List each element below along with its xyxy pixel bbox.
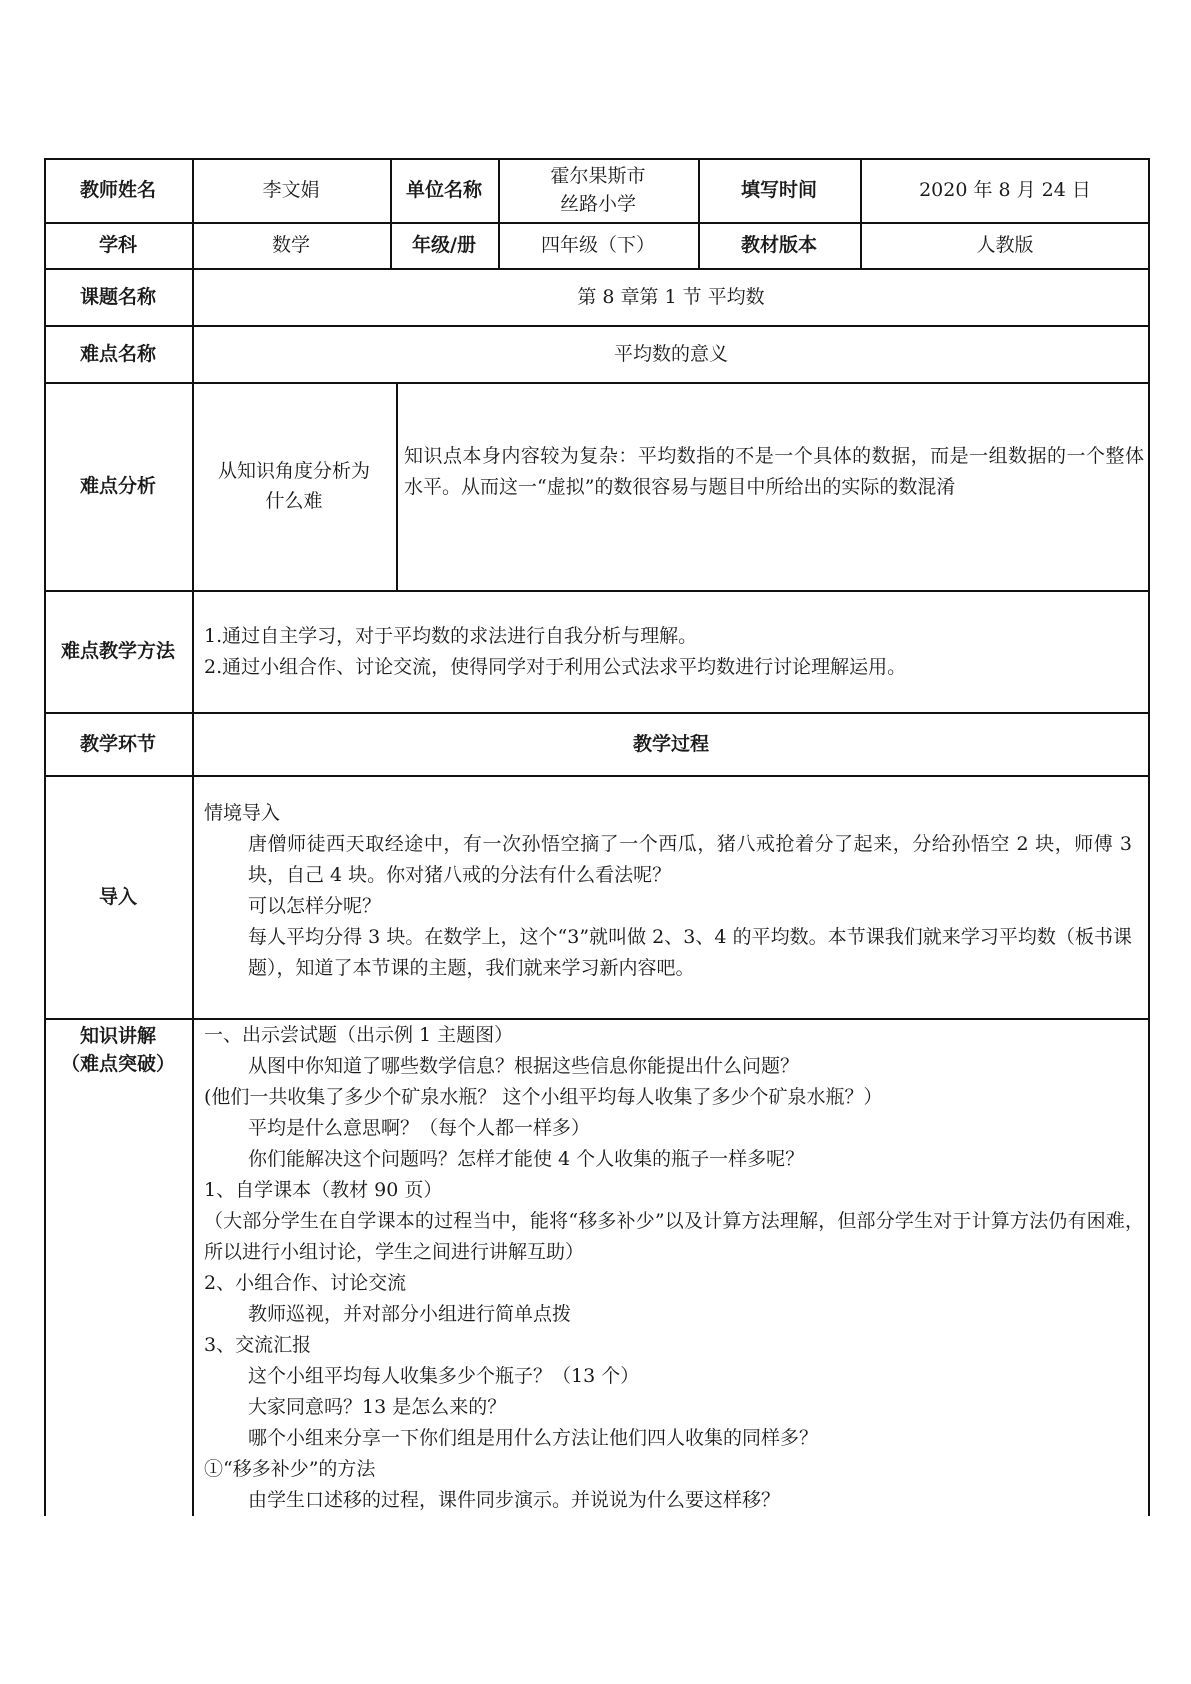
- analysis-angle: [192, 382, 396, 590]
- intro-line: 可以怎样分呢？: [248, 895, 382, 917]
- method-label: 难点教学方法: [60, 640, 175, 662]
- intro-line: 每人平均分得 3 块。在数学上，这个“3”就叫做 2、3、4 的平均数。本节课我们就来学习平均数（板书课题），知道了本节课的主题，我们就来学习新内容吧。: [248, 926, 1132, 979]
- knowledge-line: (他们一共收集了多少个矿泉水瓶？ 这个小组平均每人收集了多少个矿泉水瓶？）: [204, 1086, 883, 1108]
- method-item-1: 1.通过自主学习，对于平均数的求法进行自我分析与理解。: [204, 625, 698, 647]
- knowledge-line: 哪个小组来分享一下你们组是用什么方法让他们四人收集的同样多？: [248, 1427, 819, 1449]
- row-divider: [44, 775, 1150, 777]
- topic-value: 第 8 章第 1 节 平均数: [577, 285, 765, 308]
- method-content: [204, 621, 1144, 683]
- row-divider: [44, 590, 1150, 592]
- intro-line: 唐僧师徒西天取经途中，有一次孙悟空摘了一个西瓜，猪八戒抢着分了起来，分给孙悟空 2 块，师傅 3 块，自己 4 块。你对猪八戒的分法有什么看法呢？: [248, 833, 1132, 886]
- subject-label: 学科: [98, 234, 137, 256]
- school-value-line2: 丝路小学: [559, 193, 636, 215]
- intro-label: 导入: [98, 885, 137, 908]
- school-value-line1: 霍尔果斯市: [550, 165, 646, 187]
- col-divider: [396, 382, 398, 590]
- process-header: 教学过程: [632, 732, 709, 755]
- topic-label: 课题名称: [79, 285, 156, 308]
- knowledge-line: （大部分学生在自学课本的过程当中，能将“移多补少”以及计算方法理解，但部分学生对于计算方法仍有困难，所以进行小组讨论，学生之间进行讲解互助）: [204, 1210, 1144, 1263]
- knowledge-line: 这个小组平均每人收集多少个瓶子？（13 个）: [248, 1365, 640, 1387]
- knowledge-line: 大家同意吗？13 是怎么来的？: [248, 1396, 507, 1418]
- fill-date-label: 填写时间: [740, 179, 817, 201]
- intro-content: [204, 798, 1132, 984]
- analysis-content: [404, 441, 1144, 503]
- stage-header: 教学环节: [79, 732, 156, 755]
- school-value: [498, 158, 698, 222]
- subject-value: 数学: [271, 234, 310, 256]
- knowledge-line: 2、小组合作、讨论交流: [204, 1272, 407, 1294]
- knowledge-line: 由学生口述移的过程，课件同步演示。并说说为什么要这样移？: [248, 1489, 781, 1511]
- analysis-label: 难点分析: [79, 475, 156, 497]
- knowledge-content: [204, 1020, 1144, 1516]
- analysis-angle-line1: 从知识角度分析为: [217, 460, 370, 482]
- difficulty-value: 平均数的意义: [613, 342, 728, 365]
- knowledge-line: 1、自学课本（教材 90 页）: [204, 1179, 443, 1201]
- textbook-label: 教材版本: [740, 234, 817, 256]
- analysis-angle-line2: 什么难: [265, 490, 323, 512]
- teacher-name-label: 教师姓名: [79, 179, 156, 201]
- knowledge-label-line1: 知识讲解: [79, 1025, 156, 1047]
- method-item-2: 2.通过小组合作、讨论交流，使得同学对于利用公式法求平均数进行讨论理解运用。: [204, 656, 907, 678]
- difficulty-label: 难点名称: [79, 342, 156, 365]
- knowledge-line: 3、交流汇报: [204, 1334, 312, 1356]
- knowledge-label-line2: （难点突破）: [60, 1053, 175, 1075]
- school-label: 单位名称: [405, 179, 482, 201]
- knowledge-label: [44, 1020, 192, 1080]
- analysis-content-text: 知识点本身内容较为复杂：平均数指的不是一个具体的数据，而是一组数据的一个整体水平。从而这一“虚拟”的数很容易与题目中所给出的实际的数混淆: [404, 445, 1144, 498]
- knowledge-line: 从图中你知道了哪些数学信息？根据这些信息你能提出什么问题？: [248, 1055, 800, 1077]
- knowledge-line: ①“移多补少”的方法: [204, 1458, 376, 1480]
- fill-date-value: 2020 年 8 月 24 日: [919, 179, 1091, 201]
- knowledge-line: 教师巡视，并对部分小组进行简单点拨: [248, 1303, 572, 1325]
- intro-line: 情境导入: [204, 802, 281, 824]
- grade-value: 四年级（下）: [540, 234, 655, 256]
- knowledge-line: 你们能解决这个问题吗？怎样才能使 4 个人收集的瓶子一样多呢？: [248, 1148, 805, 1170]
- textbook-value: 人教版: [976, 234, 1034, 256]
- knowledge-line: 平均是什么意思啊？（每个人都一样多）: [248, 1117, 591, 1139]
- knowledge-line: 一、出示尝试题（出示例 1 主题图）: [204, 1024, 514, 1046]
- teacher-name-value: 李文娟: [262, 179, 320, 201]
- grade-label: 年级/册: [412, 234, 476, 256]
